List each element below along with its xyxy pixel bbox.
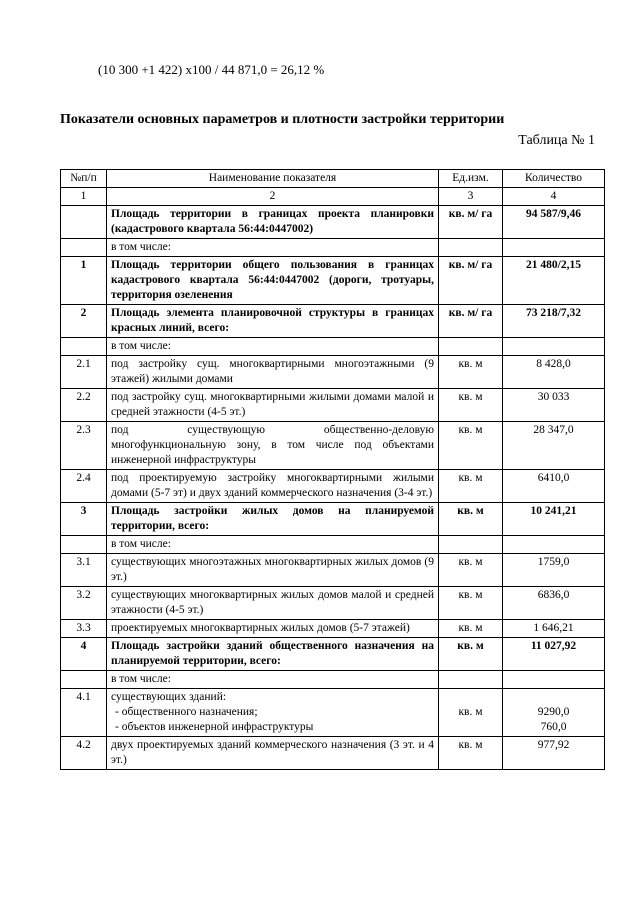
row-unit [439,338,503,356]
row-number [61,206,107,239]
row-name [107,689,439,737]
col-number-2: 2 [107,188,439,206]
header-quantity: Количество [503,170,605,188]
row-number [61,671,107,689]
row-name: в том числе: [107,239,439,257]
table-row [61,671,605,689]
row-name: Площадь застройки зданий общественного назначения на планируемой территории, всего: [107,638,439,671]
row-number: 2.1 [61,356,107,389]
row-number: 4.1 [61,689,107,737]
row-name: двух проектируемых зданий коммерческого назначения (3 эт. и 4 эт.) [107,737,439,770]
row-quantity: 8 428,0 [503,356,605,389]
row-number: 4 [61,638,107,671]
table-row [61,737,605,770]
row-quantity: 6836,0 [503,587,605,620]
row-unit: кв. м [439,620,503,638]
row-subitem: - объектов инженерной инфраструктуры [115,721,314,733]
table-row [61,356,605,389]
row-name: под застройку сущ. многоквартирными многоэтажными (9 этажей) жилыми домами [107,356,439,389]
row-name: Площадь застройки жилых домов на планируемой территории, всего: [107,503,439,536]
table-row [61,422,605,470]
row-name: под застройку сущ. многоквартирными жилыми домами малой и средней этажности (4-5 эт.) [107,389,439,422]
indicators-table [60,169,605,770]
row-name: в том числе: [107,536,439,554]
row-quantity: 6410,0 [503,470,605,503]
row-number: 3.2 [61,587,107,620]
row-number: 3.1 [61,554,107,587]
table-row [61,620,605,638]
row-number: 3.3 [61,620,107,638]
row-quantity [503,338,605,356]
row-unit [439,536,503,554]
table-row [61,587,605,620]
row-unit: кв. м [439,689,503,737]
table-number: Таблица № 1 [518,133,595,148]
table-row [61,305,605,338]
row-unit: кв. м/ га [439,206,503,239]
row-unit [439,671,503,689]
column-number-row [61,188,605,206]
header-row [61,170,605,188]
spacer [507,690,600,705]
header-number: №п/п [61,170,107,188]
row-name: под существующую общественно-деловую многофункциональную зону, в том числе под объектами инженерной инфраструктуры [107,422,439,470]
row-name-line: существующих зданий: [111,691,227,703]
row-name: под проектируемую застройку многоквартирными жилыми домами (5-7 эт) и двух зданий коммерческого назначения (3-4 эт.) [107,470,439,503]
row-quantity [503,536,605,554]
row-subitem: - общественного назначения; [115,706,258,718]
row-quantity: 73 218/7,32 [503,305,605,338]
row-name: Площадь элемента планировочной структуры в границах красных линий, всего: [107,305,439,338]
row-unit: кв. м [439,587,503,620]
row-name: Площадь территории в границах проекта планировки (кадастрового квартала 56:44:0447002) [107,206,439,239]
row-number: 1 [61,257,107,305]
table-row [61,638,605,671]
row-unit: кв. м [439,389,503,422]
table-body [61,206,605,770]
row-number: 2.3 [61,422,107,470]
table-row [61,536,605,554]
row-name: Площадь территории общего пользования в границах кадастрового квартала 56:44:0447002 (дороги, тротуары, территория озеленения [107,257,439,305]
row-unit: кв. м [439,470,503,503]
row-quantity: 30 033 [503,389,605,422]
row-quantity: 21 480/2,15 [503,257,605,305]
table-row [61,503,605,536]
table-row [61,470,605,503]
row-quantity: 1 646,21 [503,620,605,638]
table-row [61,206,605,239]
row-quantity [503,239,605,257]
row-quantity [503,671,605,689]
row-name: в том числе: [107,671,439,689]
row-unit [439,239,503,257]
table-row [61,554,605,587]
col-number-3: 3 [439,188,503,206]
row-number: 4.2 [61,737,107,770]
row-number [61,239,107,257]
row-unit: кв. м [439,554,503,587]
row-number: 2.2 [61,389,107,422]
col-number-4: 4 [503,188,605,206]
row-name: проектируемых многоквартирных жилых домов (5-7 этажей) [107,620,439,638]
row-number [61,338,107,356]
row-number [61,536,107,554]
row-unit: кв. м [439,638,503,671]
row-quantity: 977,92 [503,737,605,770]
formula-line: (10 300 +1 422) х100 / 44 871,0 = 26,12 % [98,62,325,77]
row-unit: кв. м/ га [439,257,503,305]
row-quantity: 94 587/9,46 [503,206,605,239]
row-quantity [503,689,605,737]
row-unit: кв. м [439,422,503,470]
col-number-1: 1 [61,188,107,206]
row-quantity: 11 027,92 [503,638,605,671]
row-quantity-value: 760,0 [540,721,567,733]
table-row [61,689,605,737]
row-quantity: 28 347,0 [503,422,605,470]
header-name: Наименование показателя [107,170,439,188]
row-quantity: 10 241,21 [503,503,605,536]
row-quantity: 1759,0 [503,554,605,587]
row-name: существующих многоэтажных многоквартирных жилых домов (9 эт.) [107,554,439,587]
row-name: в том числе: [107,338,439,356]
row-unit: кв. м [439,737,503,770]
row-number: 2 [61,305,107,338]
table-heading: Показатели основных параметров и плотности застройки территории [60,112,505,127]
row-number: 3 [61,503,107,536]
header-unit: Ед.изм. [439,170,503,188]
table-row [61,389,605,422]
row-number: 2.4 [61,470,107,503]
row-quantity-value: 9290,0 [537,706,570,718]
table-row [61,257,605,305]
row-unit: кв. м/ га [439,305,503,338]
table-row [61,338,605,356]
row-unit: кв. м [439,503,503,536]
table-row [61,239,605,257]
row-unit: кв. м [439,356,503,389]
row-name: существующих многоквартирных жилых домов малой и средней этажности (4-5 эт.) [107,587,439,620]
